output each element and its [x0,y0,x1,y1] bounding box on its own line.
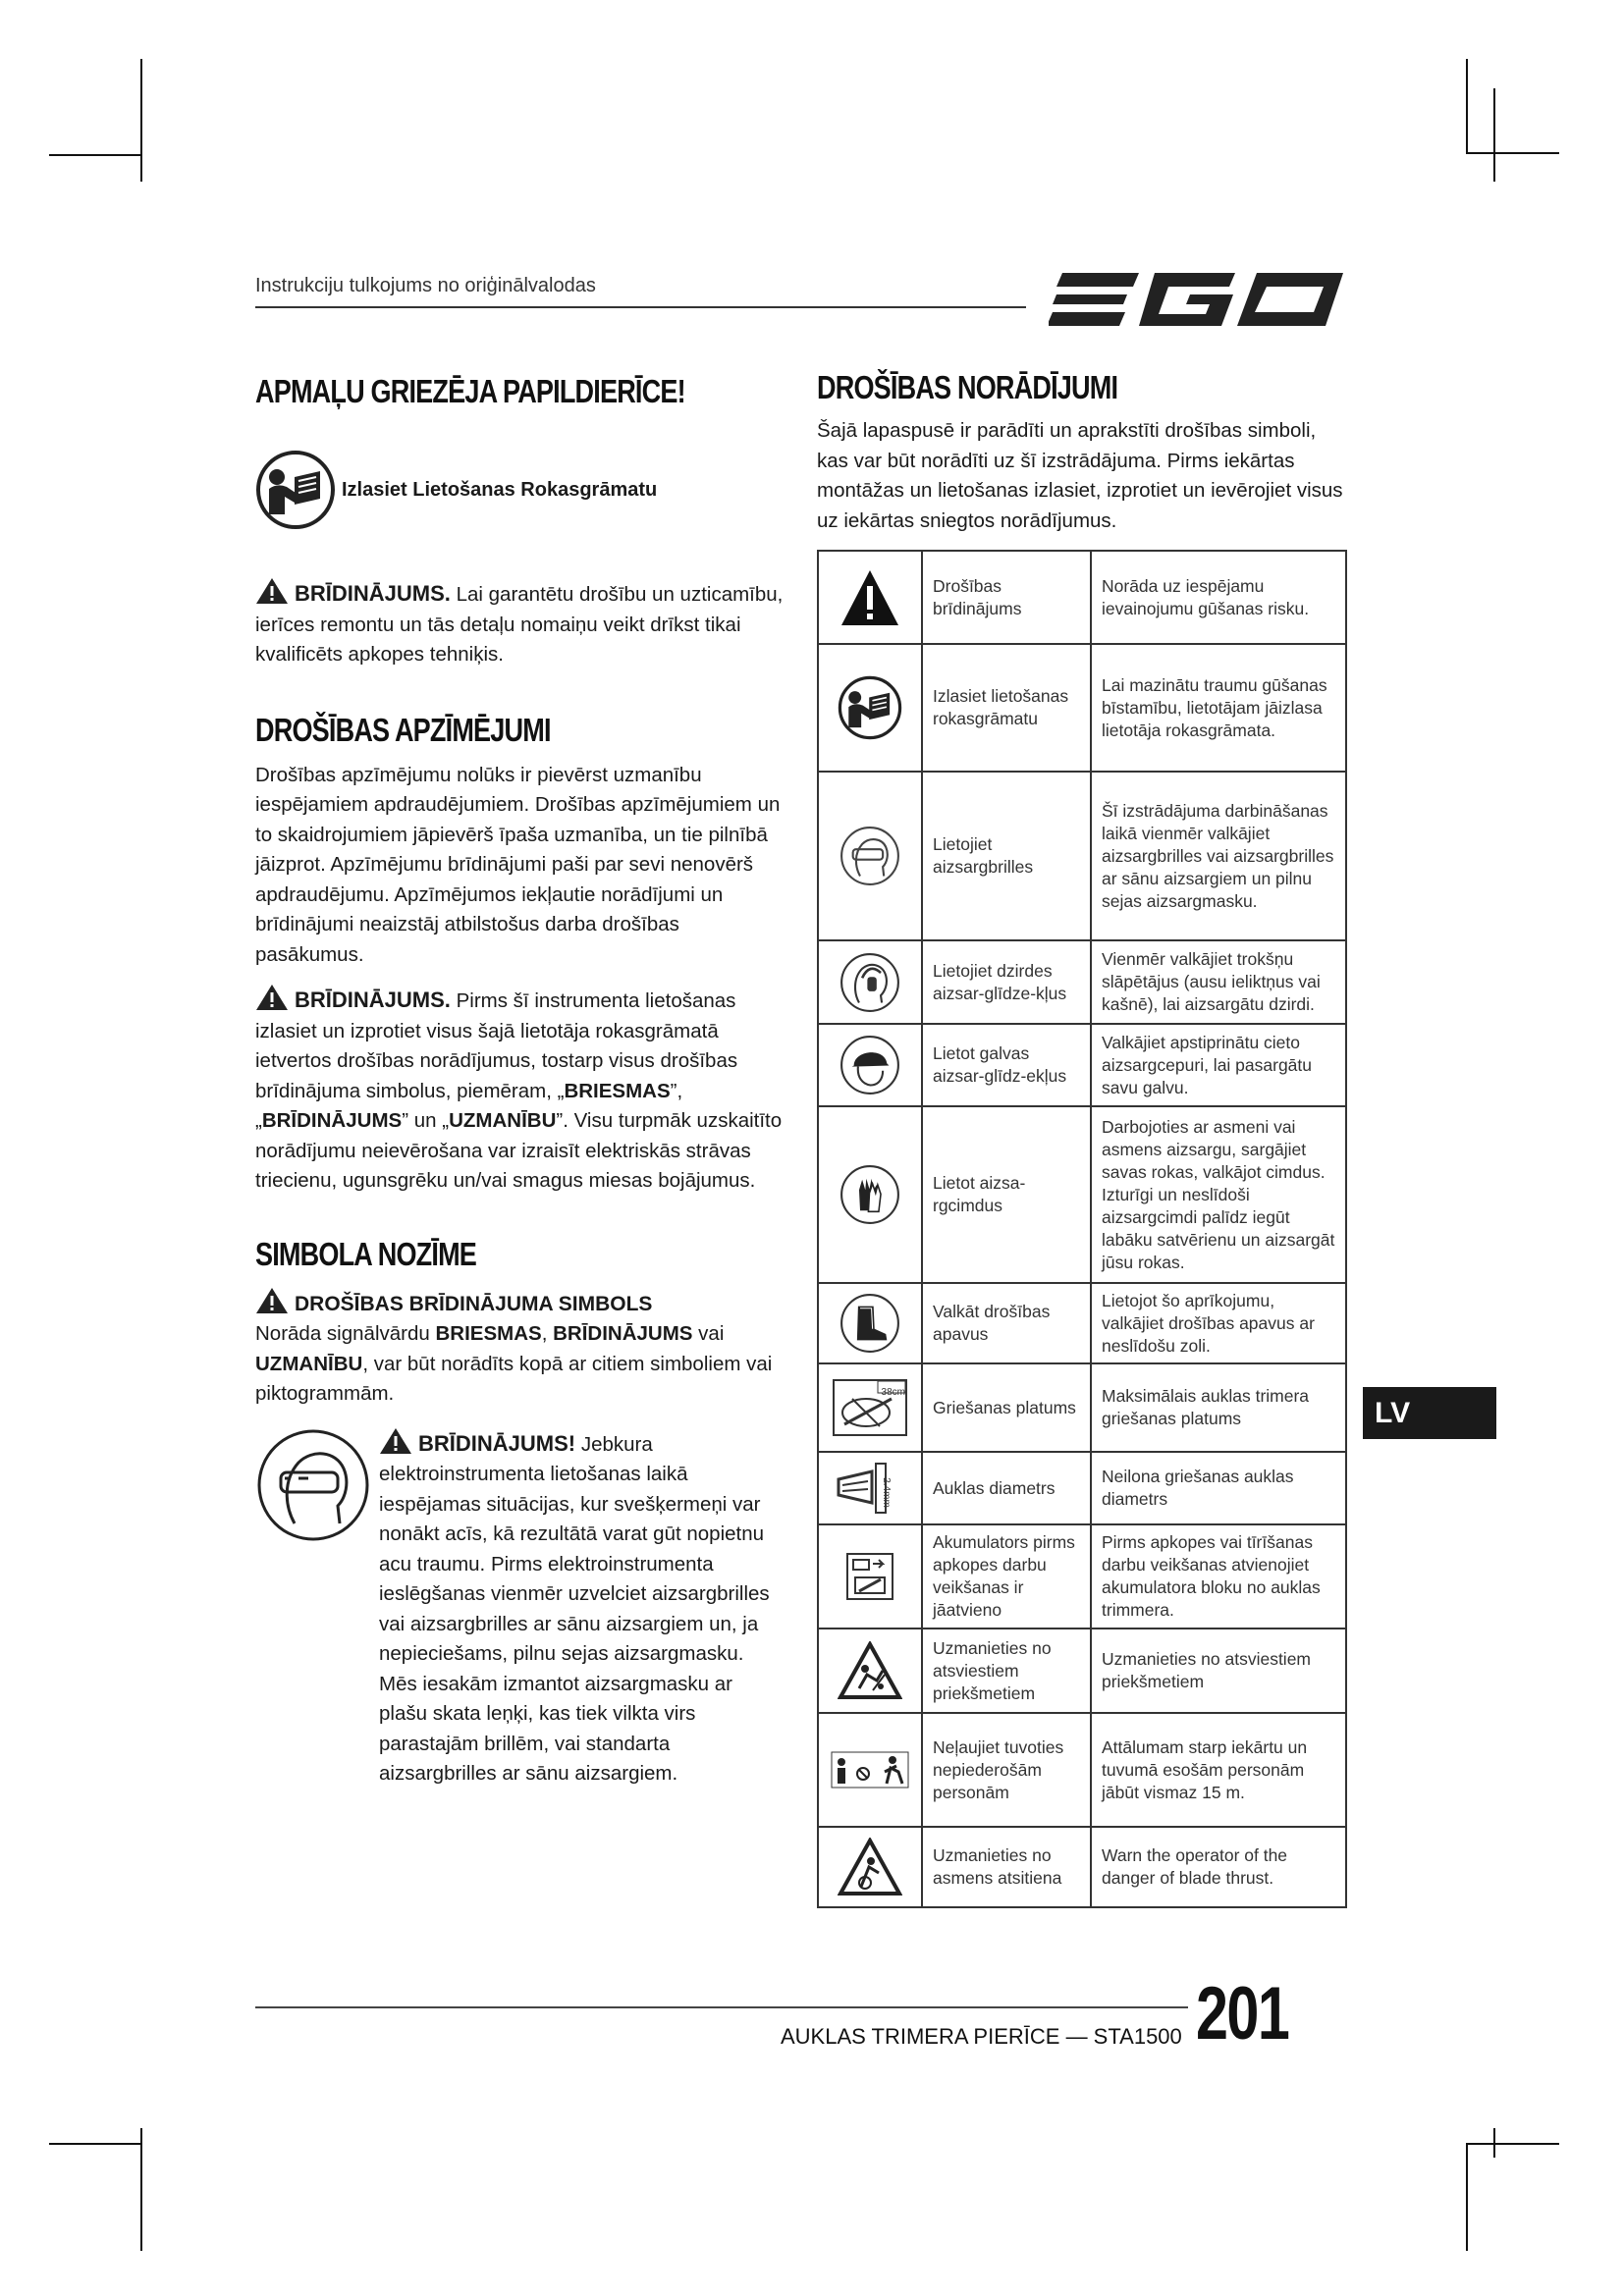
symbol-row [818,551,1346,644]
footer-product: AUKLAS TRIMERA PIERĪCE — STA1500 [781,2024,1182,2049]
symbol-icon-cell [818,1827,922,1907]
symbol-row [818,1713,1346,1827]
symbol-row [818,1524,1346,1629]
left-column [255,353,785,1789]
warning-1 [255,577,785,670]
safety-symbols-title: DROŠĪBAS APZĪMĒJUMI [255,711,551,748]
warning-3-label: BRĪDINĀJUMS! [418,1430,576,1456]
warning-2 [255,984,785,1197]
right-column [817,353,1347,536]
symbol-name: Lietot aizsa-rgcimdus [922,1106,1091,1283]
signal-word-danger: BRIESMAS [564,1079,671,1102]
symbol-row [818,1629,1346,1713]
symbol-description: Attālumam starp iekārtu un tuvumā esošām personām jābūt vismaz 15 m. [1091,1713,1346,1827]
warning-2-text: ”. Visu turpmāk uzskaitīto norādījumu neievērošana var izraisīt elektriskās strāvas triecienu, ugunsgrēku un/vai smagus miesas bojājumus. [255,1109,783,1192]
footer-rule [255,2006,1188,2008]
symbol-row [818,1452,1346,1524]
symbol-icon-cell [818,1363,922,1452]
header-rule [255,306,1026,308]
safety-glasses-icon [821,826,919,886]
warning-2-label: BRĪDINĀJUMS. [295,988,451,1012]
symbol-row [818,1363,1346,1452]
symbol-icon-cell [818,1713,922,1827]
crop-mark [49,2143,142,2145]
safety-instructions-intro: Šajā lapaspusē ir parādīti un aprakstīti drošības simboli, kas var būt norādīti uz šī izstrādājuma. Pirms iekārtas montāžas un lietošanas izlasiet, izprotiet un ievērojiet visus uz iekārtas sniegtos norādījumus. [817,419,1343,532]
symbol-row [818,940,1346,1024]
symbol-icon-cell [818,644,922,772]
symbol-meaning-title: SIMBOLA NOZĪME [255,1235,477,1272]
symbol-name: Izlasiet lietošanas rokasgrāmatu [922,644,1091,772]
symbol-row [818,1024,1346,1106]
attachment-title: APMAĻU GRIEZĒJA PAPILDIERĪCE! [255,373,685,409]
symbol-description: Lietojot šo aprīkojumu, valkājiet drošības apavus ar neslīdošu zoli. [1091,1283,1346,1363]
signal-word-danger: BRIESMAS [435,1322,542,1345]
symbol-description: Šī izstrādājuma darbināšanas laikā vienmēr valkājiet aizsargbrilles vai aizsargbrilles ar sānu aizsargiem un pilnu sejas aizsargmasku. [1091,772,1346,940]
symbol-icon-cell [818,940,922,1024]
symbol-icon-cell [818,1629,922,1713]
symbol-icon-cell [818,1452,922,1524]
warning-triangle-icon [255,577,289,605]
symbol-name: Lietojiet dzirdes aizsar-glīdze-kļus [922,940,1091,1024]
warning-1-label: BRĪDINĀJUMS. [295,581,451,606]
symbol-icon-cell [818,1024,922,1106]
warning-2-text: ”, „ [255,1079,683,1132]
symbol-name: Valkāt drošības apavus [922,1283,1091,1363]
blade-thrust-icon [821,1838,919,1896]
symbol-description: Valkājiet apstiprinātu cieto aizsargcepuri, lai pasargātu savu galvu. [1091,1024,1346,1106]
alert-symbol-label: DROŠĪBAS BRĪDINĀJUMA SIMBOLS [295,1292,653,1315]
keep-bystanders-icon [821,1750,919,1789]
eye-warning-text [379,1427,782,1789]
symbol-table [817,550,1347,1908]
signal-word-warning: BRĪDINĀJUMS [553,1322,693,1345]
crop-mark [1466,152,1559,154]
symbol-row [818,1827,1346,1907]
crop-mark [1466,2143,1559,2145]
symbol-row [818,772,1346,940]
line-diameter-icon [821,1460,919,1517]
signal-word-warning: BRĪDINĀJUMS [261,1109,403,1132]
thrown-objects-icon [821,1641,919,1700]
read-manual-row [255,450,785,530]
head-protection-icon [821,1035,919,1095]
alert-text: , [541,1322,554,1345]
alert-text: Norāda signālvārdu [255,1322,436,1345]
battery-remove-icon [821,1548,919,1605]
symbol-name: Uzmanieties no atsviestiem priekšmetiem [922,1629,1091,1713]
symbol-name: Akumulators pirms apkopes darbu veikšanas ir jāatvieno [922,1524,1091,1629]
header-subtitle: Instrukciju tulkojums no oriģinālvalodas [255,275,596,296]
symbol-icon-cell [818,772,922,940]
read-manual-text: Izlasiet Lietošanas Rokasgrāmatu [342,478,658,501]
symbol-description: Uzmanieties no atsviestiem priekšmetiem [1091,1629,1346,1713]
symbol-name: Drošības brīdinājums [922,551,1091,644]
icon-label: 2.4mm [881,1477,893,1508]
crop-mark [1466,2143,1468,2251]
symbol-icon-cell [818,1283,922,1363]
ego-logo [1049,265,1353,339]
symbol-row [818,1106,1346,1283]
symbol-name: Lietojiet aizsargbrilles [922,772,1091,940]
crop-mark [140,59,142,182]
safety-glasses-icon [255,1427,371,1543]
alert-text: vai [692,1322,725,1345]
symbol-description: Lai mazinātu traumu gūšanas bīstamību, lietotājam jāizlasa lietotāja rokasgrāmata. [1091,644,1346,772]
symbol-description: Pirms apkopes vai tīrīšanas darbu veikšanas atvienojiet akumulatora bloku no auklas trimmera. [1091,1524,1346,1629]
page-number: 201 [1196,1972,1289,2056]
symbol-description: Vienmēr valkājiet trokšņu slāpētājus (ausu ieliktņus vai kašnē), lai aizsargātu dzirdi. [1091,940,1346,1024]
hearing-protection-icon [821,952,919,1013]
symbol-row [818,644,1346,772]
warning-triangle-icon [255,1287,289,1314]
read-manual-icon [255,450,336,530]
warning-2-text: ” un „ [402,1109,450,1132]
symbol-name: Uzmanieties no asmens atsitiena [922,1827,1091,1907]
crop-mark [1493,88,1495,182]
alert-text: , var būt norādīts kopā ar citiem simboliem vai piktogrammām. [255,1352,773,1405]
symbol-description: Darbojoties ar asmeni vai asmens aizsargu, sargājiet savas rokas, valkājot cimdus. Izturīgi un neslīdoši aizsargcimdi palīdz iegūt labāku satvērienu un aizsargāt jūsu rokas. [1091,1106,1346,1283]
symbol-description: Norāda uz iespējamu ievainojumu gūšanas risku. [1091,551,1346,644]
signal-word-caution: UZMANĪBU [449,1109,557,1132]
warning-3-text: Jebkura elektroinstrumenta lietošanas laikā iespējamas situācijas, kur svešķermeņi var nonākt acīs, kā rezultātā varat gūt nopietnu acu traumu. Pirms elektroinstrumenta ieslēgšanas vienmēr uzvelciet aizsargbrilles vai aizsargbrilles ar sānu aizsargiem un, ja nepieciešams, pilnu sejas aizsargmasku. Mēs iesakām izmantot aizsargmasku ar plašu skata leņķi, kas tiek vilkta virs parastajām brillēm, vai standarta aizsargbrilles ar sānu aizsargiem. [379,1432,770,1785]
safety-alert-icon [821,568,919,627]
symbol-icon-cell [818,551,922,644]
read-manual-icon [821,675,919,740]
warning-triangle-icon [379,1427,412,1455]
alert-symbol-block [255,1287,785,1410]
symbol-name: Lietot galvas aizsar-glīdz-ekļus [922,1024,1091,1106]
warning-triangle-icon [255,984,289,1011]
warning-1-text: Lai garantētu drošību un uzticamību, ierīces remontu un tās detaļu nomaiņu veikt drīkst tikai kvalificēts apkopes tehniķis. [255,583,784,666]
language-tab: LV [1363,1387,1496,1439]
crop-mark [1493,2128,1495,2158]
gloves-icon [821,1164,919,1225]
symbol-icon-cell [818,1106,922,1283]
symbol-name: Neļaujiet tuvoties nepiederošām personām [922,1713,1091,1827]
safety-symbols-text: Drošības apzīmējumu nolūks ir pievērst uzmanību iespējamiem apdraudējumiem. Drošības apzīmējumiem un to skaidrojumiem jāpievērš īpaša uzmanība, un tie pilnībā jāizprot. Apzīmējumu brīdinājumi paši par sevi nenovērš apdraudējumu. Apzīmējumos iekļautie norādījumi un brīdinājumi neaizstāj atbilstošus darba drošības pasākumus. [255,763,781,966]
symbol-name: Griešanas platums [922,1363,1091,1452]
signal-word-caution: UZMANĪBU [255,1352,363,1375]
symbol-description: Maksimālais auklas trimera griešanas platums [1091,1363,1346,1452]
crop-mark [1466,59,1468,152]
symbol-description: Warn the operator of the danger of blade thrust. [1091,1827,1346,1907]
symbol-row [818,1283,1346,1363]
eye-warning-block [255,1427,785,1789]
safety-boots-icon [821,1293,919,1354]
symbol-name: Auklas diametrs [922,1452,1091,1524]
safety-instructions-title: DROŠĪBAS NORĀDĪJUMI [817,369,1118,405]
icon-label: 38cm [881,1387,905,1398]
crop-mark [49,154,142,156]
symbol-description: Neilona griešanas auklas diametrs [1091,1452,1346,1524]
crop-mark [140,2128,142,2251]
warning-2-text: Pirms šī instrumenta lietošanas izlasiet un izprotiet visus šajā lietotāja rokasgrāmatā ietvertos drošības norādījumus, tostarp visus drošības brīdinājuma simbolus, piemēram, „ [255,989,738,1102]
cutting-width-icon [821,1379,919,1436]
symbol-icon-cell [818,1524,922,1629]
